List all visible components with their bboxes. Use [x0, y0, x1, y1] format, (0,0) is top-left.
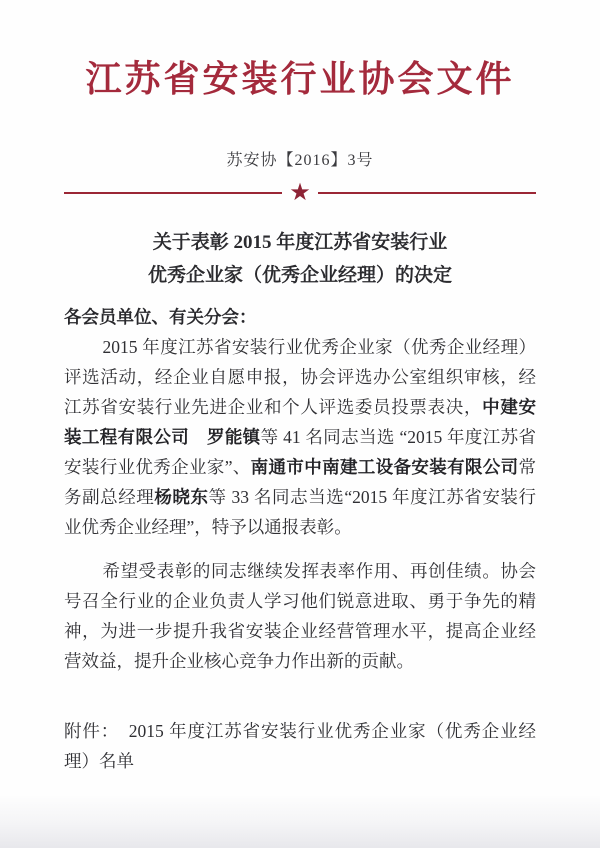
document-title-line2: 优秀企业家（优秀企业经理）的决定	[147, 264, 452, 286]
body-paragraph-2: 希望受表彰的同志继续发挥表率作用、再创佳绩。协会号召全行业的企业负责人学习他们锐意进取、勇于争先的精神，为进一步提升我省安装企业经营管理水平，提高企业经营效益，提升企业核心竞争力作出新的贡献。	[64, 560, 536, 671]
paragraph1-bold-person: 杨晓东	[154, 486, 209, 507]
document-header-title: 江苏省安装行业协会文件	[85, 59, 515, 99]
paragraph1-segment: 等 41 名同志当选 “2015 年度江苏省安装行业优秀企业家”、	[64, 426, 536, 477]
star-icon: ★	[289, 179, 311, 206]
paragraph1-segment: 2015 年度江苏省安装行业优秀企业家（优秀企业经理）评选活动，经企业自愿申报，协会评选办公室组织审核，经江苏省安装行业先进企业和个人评选委员投票表决，	[64, 336, 536, 417]
paragraph1-segment: 等 33 名同志当选“2015 年度江苏省安装行业优秀企业经理”，特予以通报表彰。	[64, 486, 537, 537]
paragraph1-bold-company1: 中建安装工程有限公司 罗能镇	[64, 396, 537, 447]
document-number: 苏安协【2016】3号	[226, 151, 374, 169]
divider-rule-left	[64, 192, 282, 194]
document-title	[64, 226, 536, 292]
red-divider	[64, 180, 536, 206]
salutation: 各会员单位、有关分会：	[64, 306, 257, 327]
scan-artifact-band	[0, 794, 600, 848]
document-title-line1: 关于表彰 2015 年度江苏省安装行业	[152, 231, 448, 253]
attachment-note: 附件： 2015 年度江苏省安装行业优秀企业家（优秀企业经理）名单	[64, 720, 536, 771]
divider-rule-right	[318, 192, 536, 194]
paragraph1-segment: 常务副总经理	[64, 456, 536, 507]
body-paragraph-1	[64, 332, 536, 542]
paragraph1-bold-company2: 南通市中南建工设备安装有限公司	[250, 456, 519, 477]
